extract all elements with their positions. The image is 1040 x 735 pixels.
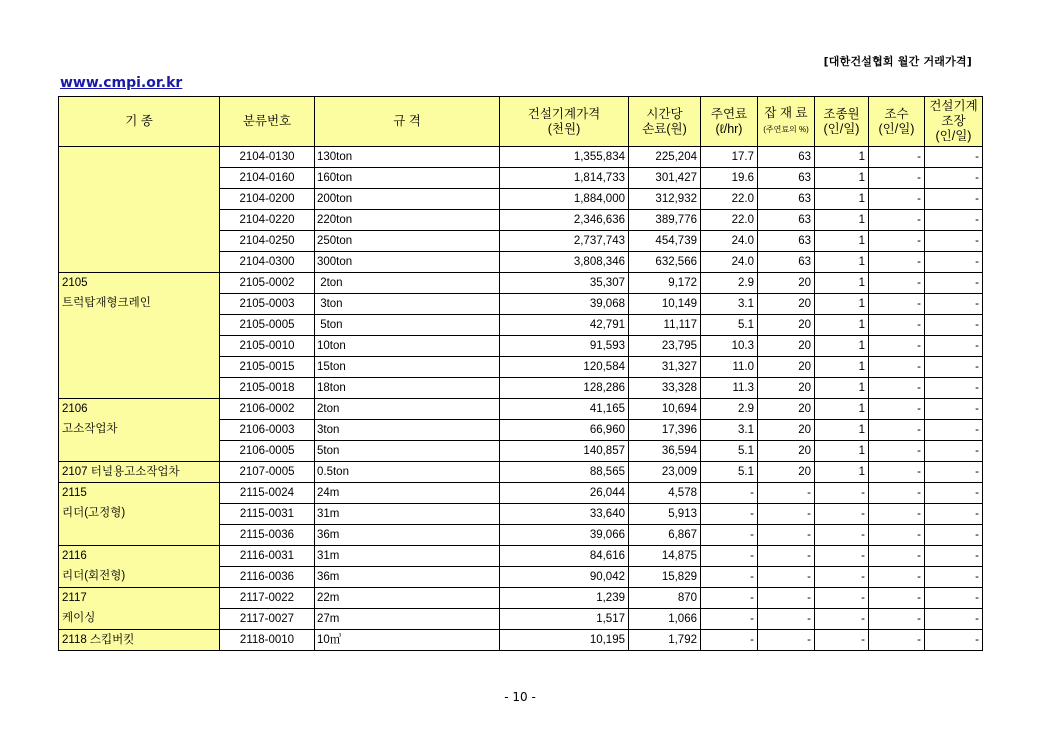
cell-code: 2104-0300 [220,252,315,273]
cell-fuel: 3.1 [701,294,758,315]
cell-misc: - [758,504,815,525]
cell-misc: 20 [758,336,815,357]
cell-assistant: - [869,420,925,441]
cell-foreman: - [925,168,983,189]
cell-operator: 1 [815,294,869,315]
cell-code: 2104-0160 [220,168,315,189]
cell-assistant: - [869,210,925,231]
cell-assistant: - [869,315,925,336]
cell-assistant: - [869,630,925,651]
cell-price: 33,640 [500,504,629,525]
cell-spec: 250ton [315,231,500,252]
cell-misc: 63 [758,252,815,273]
cell-operator: 1 [815,336,869,357]
cell-assistant: - [869,525,925,546]
website-link[interactable]: www.cmpi.or.kr [60,75,183,91]
table-row [59,546,983,567]
group-label [59,630,220,651]
cell-price: 39,066 [500,525,629,546]
table-row [59,483,983,504]
cell-assistant: - [869,231,925,252]
cell-foreman: - [925,189,983,210]
cell-assistant: - [869,168,925,189]
cell-foreman: - [925,336,983,357]
cell-fuel: - [701,609,758,630]
cell-operator: - [815,630,869,651]
cell-assistant: - [869,399,925,420]
cell-hourly: 23,795 [629,336,701,357]
cell-misc: - [758,546,815,567]
cell-fuel: 5.1 [701,315,758,336]
cell-code: 2115-0024 [220,483,315,504]
cell-price: 1,355,834 [500,147,629,168]
cell-fuel: - [701,504,758,525]
cell-hourly: 17,396 [629,420,701,441]
cell-misc: 20 [758,378,815,399]
cell-foreman: - [925,525,983,546]
cell-operator: - [815,504,869,525]
cell-misc: 20 [758,273,815,294]
cell-foreman: - [925,420,983,441]
cell-price: 1,884,000 [500,189,629,210]
group-label [59,483,220,546]
cell-operator: - [815,567,869,588]
table-row [59,273,983,294]
cell-spec: 31m [315,504,500,525]
cell-misc: 20 [758,315,815,336]
cell-code: 2117-0027 [220,609,315,630]
cell-price: 91,593 [500,336,629,357]
cell-spec: 5ton [315,315,500,336]
cell-price: 42,791 [500,315,629,336]
cell-assistant: - [869,462,925,483]
cell-price: 1,814,733 [500,168,629,189]
cell-fuel: 22.0 [701,189,758,210]
cell-code: 2115-0031 [220,504,315,525]
cell-code: 2105-0018 [220,378,315,399]
cell-foreman: - [925,147,983,168]
cell-code: 2106-0002 [220,399,315,420]
cell-foreman: - [925,630,983,651]
cell-code: 2116-0036 [220,567,315,588]
cell-hourly: 10,149 [629,294,701,315]
cell-code: 2107-0005 [220,462,315,483]
cell-misc: 20 [758,420,815,441]
cell-misc: 63 [758,168,815,189]
cell-operator: 1 [815,168,869,189]
cell-operator: 1 [815,462,869,483]
cell-code: 2115-0036 [220,525,315,546]
header-assistant: 조수 (인/일) [869,97,925,147]
group-label-line: 고소작업차 [62,423,118,435]
cell-misc: 63 [758,189,815,210]
group-label [59,462,220,483]
cell-assistant: - [869,504,925,525]
cell-price: 120,584 [500,357,629,378]
cell-hourly: 1,792 [629,630,701,651]
cell-foreman: - [925,546,983,567]
cell-spec: 18ton [315,378,500,399]
cell-hourly: 225,204 [629,147,701,168]
cell-operator: 1 [815,231,869,252]
group-label-line: 2117 [62,592,87,604]
cell-spec: 300ton [315,252,500,273]
cell-foreman: - [925,210,983,231]
cell-fuel: 11.3 [701,378,758,399]
cell-price: 84,616 [500,546,629,567]
group-label-line: 트럭탑재형크레인 [62,297,151,309]
table-row [59,399,983,420]
cell-misc: 63 [758,231,815,252]
cell-foreman: - [925,231,983,252]
table-body [59,147,983,651]
table-row [59,147,983,168]
cell-fuel: 11.0 [701,357,758,378]
group-label-line: 2105 [62,277,88,289]
cell-operator: 1 [815,210,869,231]
cell-price: 66,960 [500,420,629,441]
group-label-line: 리더(회전형) [62,570,126,582]
cell-operator: - [815,609,869,630]
cell-hourly: 870 [629,588,701,609]
cell-price: 2,737,743 [500,231,629,252]
cell-operator: - [815,525,869,546]
cell-foreman: - [925,378,983,399]
cell-code: 2117-0022 [220,588,315,609]
cell-fuel: 2.9 [701,399,758,420]
cell-foreman: - [925,441,983,462]
cell-foreman: - [925,462,983,483]
cell-assistant: - [869,546,925,567]
cell-spec: 27m [315,609,500,630]
cell-assistant: - [869,336,925,357]
cell-fuel: - [701,630,758,651]
cell-misc: 20 [758,294,815,315]
cell-spec: 10ton [315,336,500,357]
cell-foreman: - [925,483,983,504]
header-price: 건설기계가격 (천원) [500,97,629,147]
cell-assistant: - [869,147,925,168]
cell-hourly: 301,427 [629,168,701,189]
cell-operator: 1 [815,189,869,210]
cell-fuel: 5.1 [701,462,758,483]
cell-operator: 1 [815,420,869,441]
cell-price: 10,195 [500,630,629,651]
cell-code: 2105-0005 [220,315,315,336]
table-row [59,462,983,483]
cell-foreman: - [925,252,983,273]
cell-price: 88,565 [500,462,629,483]
cell-misc: 20 [758,462,815,483]
group-label [59,588,220,630]
cell-price: 90,042 [500,567,629,588]
cell-hourly: 312,932 [629,189,701,210]
cell-hourly: 14,875 [629,546,701,567]
cell-spec: 130ton [315,147,500,168]
cell-fuel: 22.0 [701,210,758,231]
cell-fuel: 2.9 [701,273,758,294]
cell-spec: 10㎥ [315,630,500,651]
cell-code: 2106-0005 [220,441,315,462]
table-header [59,97,983,147]
header-foreman: 건설기계 조장 (인/일) [925,97,983,147]
cell-foreman: - [925,399,983,420]
group-label-line: 2107 터널용고소작업차 [62,466,180,478]
cell-spec: 36m [315,567,500,588]
cell-foreman: - [925,588,983,609]
group-label-line: 리더(고정형) [62,507,126,519]
cell-spec: 0.5ton [315,462,500,483]
cell-foreman: - [925,273,983,294]
cell-misc: 63 [758,210,815,231]
group-label [59,273,220,399]
group-label-line: 2116 [62,550,87,562]
cell-fuel: 10.3 [701,336,758,357]
cell-fuel: - [701,567,758,588]
cell-hourly: 36,594 [629,441,701,462]
cell-operator: 1 [815,441,869,462]
group-label-line [62,167,216,187]
cell-code: 2118-0010 [220,630,315,651]
cell-hourly: 389,776 [629,210,701,231]
cell-hourly: 15,829 [629,567,701,588]
header-operator: 조종원 (인/일) [815,97,869,147]
cell-assistant: - [869,567,925,588]
cell-operator: 1 [815,315,869,336]
cell-spec: 3ton [315,294,500,315]
cell-spec: 31m [315,546,500,567]
cell-spec: 200ton [315,189,500,210]
cell-assistant: - [869,441,925,462]
cell-hourly: 6,867 [629,525,701,546]
cell-misc: 20 [758,399,815,420]
cell-assistant: - [869,189,925,210]
cell-code: 2105-0003 [220,294,315,315]
cell-code: 2105-0010 [220,336,315,357]
page-number: - 10 - [504,690,536,704]
cell-hourly: 1,066 [629,609,701,630]
group-label [59,546,220,588]
source-label: [대한건설협회 월간 거래가격] [823,55,972,68]
cell-spec: 5ton [315,441,500,462]
cell-operator: - [815,588,869,609]
header-fuel: 주연료 (ℓ/hr) [701,97,758,147]
cell-spec: 15ton [315,357,500,378]
cell-code: 2104-0220 [220,210,315,231]
cell-price: 1,517 [500,609,629,630]
cell-assistant: - [869,378,925,399]
header-hourly: 시간당 손료(원) [629,97,701,147]
cell-price: 128,286 [500,378,629,399]
cell-price: 35,307 [500,273,629,294]
cell-foreman: - [925,357,983,378]
cell-misc: - [758,630,815,651]
cell-spec: 2ton [315,273,500,294]
cell-fuel: 5.1 [701,441,758,462]
cell-foreman: - [925,567,983,588]
cell-assistant: - [869,483,925,504]
cell-operator: 1 [815,252,869,273]
group-label [59,147,220,273]
cell-operator: 1 [815,399,869,420]
cell-spec: 36m [315,525,500,546]
cell-misc: - [758,567,815,588]
cell-price: 39,068 [500,294,629,315]
cell-foreman: - [925,294,983,315]
group-label-line: 케이싱 [62,612,96,624]
table-row [59,630,983,651]
group-label-line: 2115 [62,487,87,499]
cell-foreman: - [925,315,983,336]
cell-misc: 63 [758,147,815,168]
cell-foreman: - [925,504,983,525]
cell-assistant: - [869,273,925,294]
cell-misc: 20 [758,441,815,462]
cell-fuel: 19.6 [701,168,758,189]
cell-fuel: - [701,525,758,546]
cell-fuel: 24.0 [701,252,758,273]
table-row [59,588,983,609]
price-table [58,96,983,651]
header-type: 기 종 [59,97,220,147]
cell-misc: - [758,609,815,630]
group-label [59,399,220,462]
cell-operator: 1 [815,357,869,378]
cell-hourly: 4,578 [629,483,701,504]
cell-price: 140,857 [500,441,629,462]
cell-assistant: - [869,357,925,378]
cell-assistant: - [869,588,925,609]
cell-price: 41,165 [500,399,629,420]
cell-hourly: 33,328 [629,378,701,399]
cell-hourly: 454,739 [629,231,701,252]
group-label-line: 2106 [62,403,88,415]
cell-code: 2106-0003 [220,420,315,441]
header-code: 분류번호 [220,97,315,147]
header-spec: 규 격 [315,97,500,147]
cell-spec: 3ton [315,420,500,441]
cell-code: 2104-0250 [220,231,315,252]
cell-hourly: 10,694 [629,399,701,420]
cell-code: 2104-0130 [220,147,315,168]
cell-operator: 1 [815,273,869,294]
cell-fuel: - [701,546,758,567]
cell-code: 2105-0002 [220,273,315,294]
cell-misc: - [758,483,815,504]
cell-operator: - [815,483,869,504]
cell-hourly: 23,009 [629,462,701,483]
cell-misc: 20 [758,357,815,378]
cell-operator: 1 [815,147,869,168]
cell-misc: - [758,525,815,546]
cell-spec: 160ton [315,168,500,189]
cell-fuel: - [701,588,758,609]
header-misc: 잡 재 료 (주연료의 %) [758,97,815,147]
cell-hourly: 9,172 [629,273,701,294]
cell-code: 2116-0031 [220,546,315,567]
cell-assistant: - [869,252,925,273]
cell-price: 1,239 [500,588,629,609]
cell-fuel: - [701,483,758,504]
cell-hourly: 5,913 [629,504,701,525]
cell-hourly: 632,566 [629,252,701,273]
cell-spec: 24m [315,483,500,504]
group-label-line [62,147,216,167]
cell-fuel: 3.1 [701,420,758,441]
cell-hourly: 31,327 [629,357,701,378]
cell-price: 3,808,346 [500,252,629,273]
cell-fuel: 24.0 [701,231,758,252]
cell-hourly: 11,117 [629,315,701,336]
cell-spec: 2ton [315,399,500,420]
cell-price: 2,346,636 [500,210,629,231]
cell-price: 26,044 [500,483,629,504]
cell-code: 2105-0015 [220,357,315,378]
cell-spec: 22m [315,588,500,609]
cell-code: 2104-0200 [220,189,315,210]
cell-foreman: - [925,609,983,630]
cell-misc: - [758,588,815,609]
cell-spec: 220ton [315,210,500,231]
cell-assistant: - [869,294,925,315]
group-label-line: 2118 스킵버킷 [62,634,135,646]
cell-operator: 1 [815,378,869,399]
cell-assistant: - [869,609,925,630]
cell-fuel: 17.7 [701,147,758,168]
cell-operator: - [815,546,869,567]
